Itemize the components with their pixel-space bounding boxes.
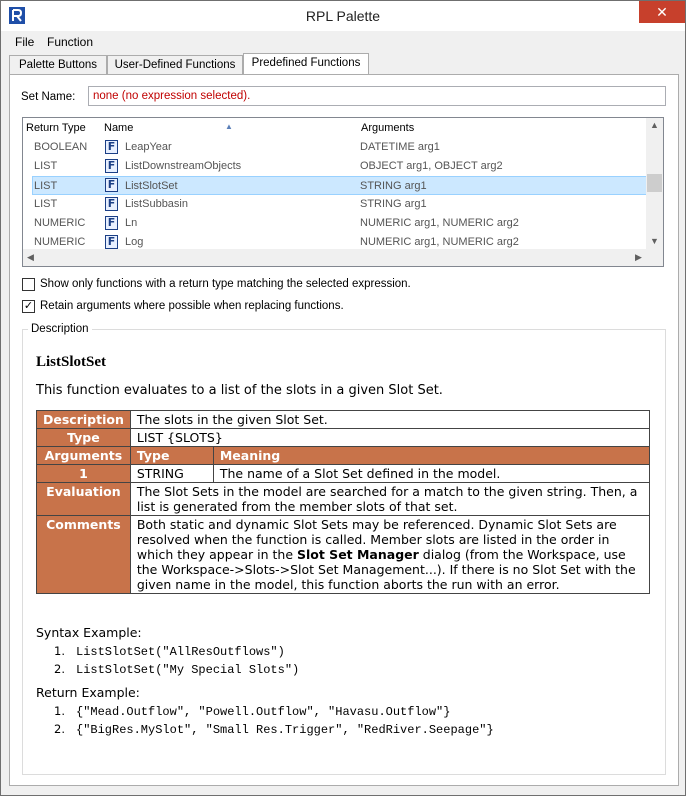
return-example-item (54, 704, 450, 719)
row-return-type: BOOLEAN (34, 141, 88, 153)
comments-text-2: dialog (from the Workspace, use the Workspace->Slots->Slot Set Management...). If there is no Slot Set with the given name in the model, this function aborts the run with an error. (136, 547, 636, 592)
arguments-row-label: Arguments (37, 447, 131, 465)
row-return-type: NUMERIC (34, 236, 86, 248)
syntax-example-number: 1. (54, 644, 65, 658)
scroll-down-icon[interactable]: ▼ (650, 236, 659, 246)
row-arguments: STRING arg1 (360, 198, 427, 210)
column-name[interactable]: Name (104, 122, 134, 134)
comments-row-value (130, 516, 649, 594)
syntax-example-label: Syntax Example: (36, 625, 142, 640)
list-header (23, 118, 647, 138)
function-icon: F (105, 216, 118, 230)
function-icon: F (105, 178, 118, 192)
arg-meaning-header: Meaning (213, 447, 649, 465)
function-title: ListSlotSet (36, 354, 107, 370)
menu-function[interactable]: Function (47, 35, 94, 49)
return-example-code: {"Mead.Outflow", "Powell.Outflow", "Havasu.Outflow"} (76, 705, 451, 719)
syntax-example-item (54, 662, 299, 677)
title-bar (1, 1, 685, 31)
syntax-example-code: ListSlotSet("My Special Slots") (76, 663, 300, 677)
return-example-number: 2. (54, 722, 65, 736)
arg-meaning: The name of a Slot Set defined in the model. (213, 465, 649, 483)
row-name: Ln (125, 217, 138, 229)
function-icon: F (105, 197, 118, 211)
list-item[interactable] (23, 138, 647, 157)
comments-text-1: Both static and dynamic Slot Sets may be referenced. Dynamic Slot Sets are resolved when the function is called. Member slots are listed in the order in which they appear in the (136, 517, 617, 562)
function-list[interactable] (22, 117, 664, 267)
set-name-field[interactable]: none (no expression selected). (88, 86, 666, 106)
return-example-number: 1. (54, 704, 65, 718)
predefined-functions-panel (9, 74, 679, 786)
function-icon: F (105, 159, 118, 173)
close-button[interactable]: ✕ (639, 1, 685, 23)
list-item[interactable] (23, 214, 647, 233)
return-example-item (54, 722, 494, 737)
arg-number: 1 (37, 465, 131, 483)
row-return-type: LIST (34, 198, 58, 210)
scroll-thumb[interactable] (647, 174, 662, 192)
horizontal-scrollbar[interactable] (23, 249, 663, 266)
row-arguments: STRING arg1 (360, 180, 427, 192)
tab-palette-buttons[interactable]: Palette Buttons (9, 55, 107, 74)
vertical-scrollbar[interactable] (646, 118, 663, 249)
retain-args-label: Retain arguments where possible when replacing functions. (40, 300, 344, 312)
syntax-example-number: 2. (54, 662, 65, 676)
return-example-code: {"BigRes.MySlot", "Small Res.Trigger", "RedRiver.Seepage"} (76, 723, 494, 737)
window-title: RPL Palette (305, 8, 381, 24)
list-item[interactable] (23, 157, 647, 176)
retain-args-checkbox[interactable]: ✓ (23, 300, 34, 312)
scroll-right-icon[interactable]: ▶ (635, 252, 642, 262)
scroll-left-icon[interactable]: ◀ (27, 252, 34, 262)
arg-type-header: Type (130, 447, 213, 465)
function-icon: F (105, 140, 118, 154)
function-info-table (36, 410, 650, 594)
evaluation-row-label: Evaluation (37, 483, 131, 516)
row-name: ListSlotSet (125, 180, 178, 192)
return-example-label: Return Example: (36, 685, 140, 700)
type-row-value: LIST {SLOTS} (130, 429, 649, 447)
type-row-label: Type (37, 429, 131, 447)
syntax-example-item (54, 644, 285, 659)
slot-set-manager-text: Slot Set Manager (296, 547, 419, 562)
function-summary: This function evaluates to a list of the slots in a given Slot Set. (36, 383, 443, 398)
show-matching-label: Show only functions with a return type matching the selected expression. (40, 278, 411, 290)
menu-file[interactable]: File (15, 35, 35, 49)
tab-user-defined-functions[interactable]: User-Defined Functions (107, 55, 243, 74)
comments-row-label: Comments (37, 516, 131, 594)
column-arguments[interactable]: Arguments (361, 122, 415, 134)
row-name: ListSubbasin (125, 198, 188, 210)
description-row-value: The slots in the given Slot Set. (130, 411, 649, 429)
row-name: ListDownstreamObjects (125, 160, 242, 172)
row-arguments: OBJECT arg1, OBJECT arg2 (360, 160, 503, 172)
row-return-type: NUMERIC (34, 217, 86, 229)
row-arguments: NUMERIC arg1, NUMERIC arg2 (360, 236, 519, 248)
evaluation-row-value: The Slot Sets in the model are searched for a match to the given string. Then, a list is generated from the member slots of that set. (130, 483, 649, 516)
row-return-type: LIST (34, 160, 58, 172)
column-return-type[interactable]: Return Type (26, 122, 86, 134)
set-name-label: Set Name: (21, 91, 76, 103)
arg-type: STRING (130, 465, 213, 483)
description-caption: Description (28, 323, 92, 335)
show-matching-checkbox[interactable] (22, 278, 35, 291)
list-item[interactable] (23, 195, 647, 214)
syntax-example-code: ListSlotSet("AllResOutflows") (76, 645, 285, 659)
row-arguments: DATETIME arg1 (360, 141, 440, 153)
tab-predefined-functions[interactable]: Predefined Functions (243, 53, 369, 75)
row-arguments: NUMERIC arg1, NUMERIC arg2 (360, 217, 519, 229)
description-row-label: Description (37, 411, 131, 429)
menu-bar (1, 32, 685, 52)
scroll-up-icon[interactable]: ▲ (650, 120, 659, 130)
row-name: LeapYear (125, 141, 172, 153)
row-name: Log (125, 236, 144, 248)
list-item-selected[interactable] (32, 176, 648, 195)
row-return-type: LIST (34, 180, 58, 192)
function-icon: F (105, 235, 118, 249)
sort-ascending-icon: ▲ (225, 122, 233, 131)
